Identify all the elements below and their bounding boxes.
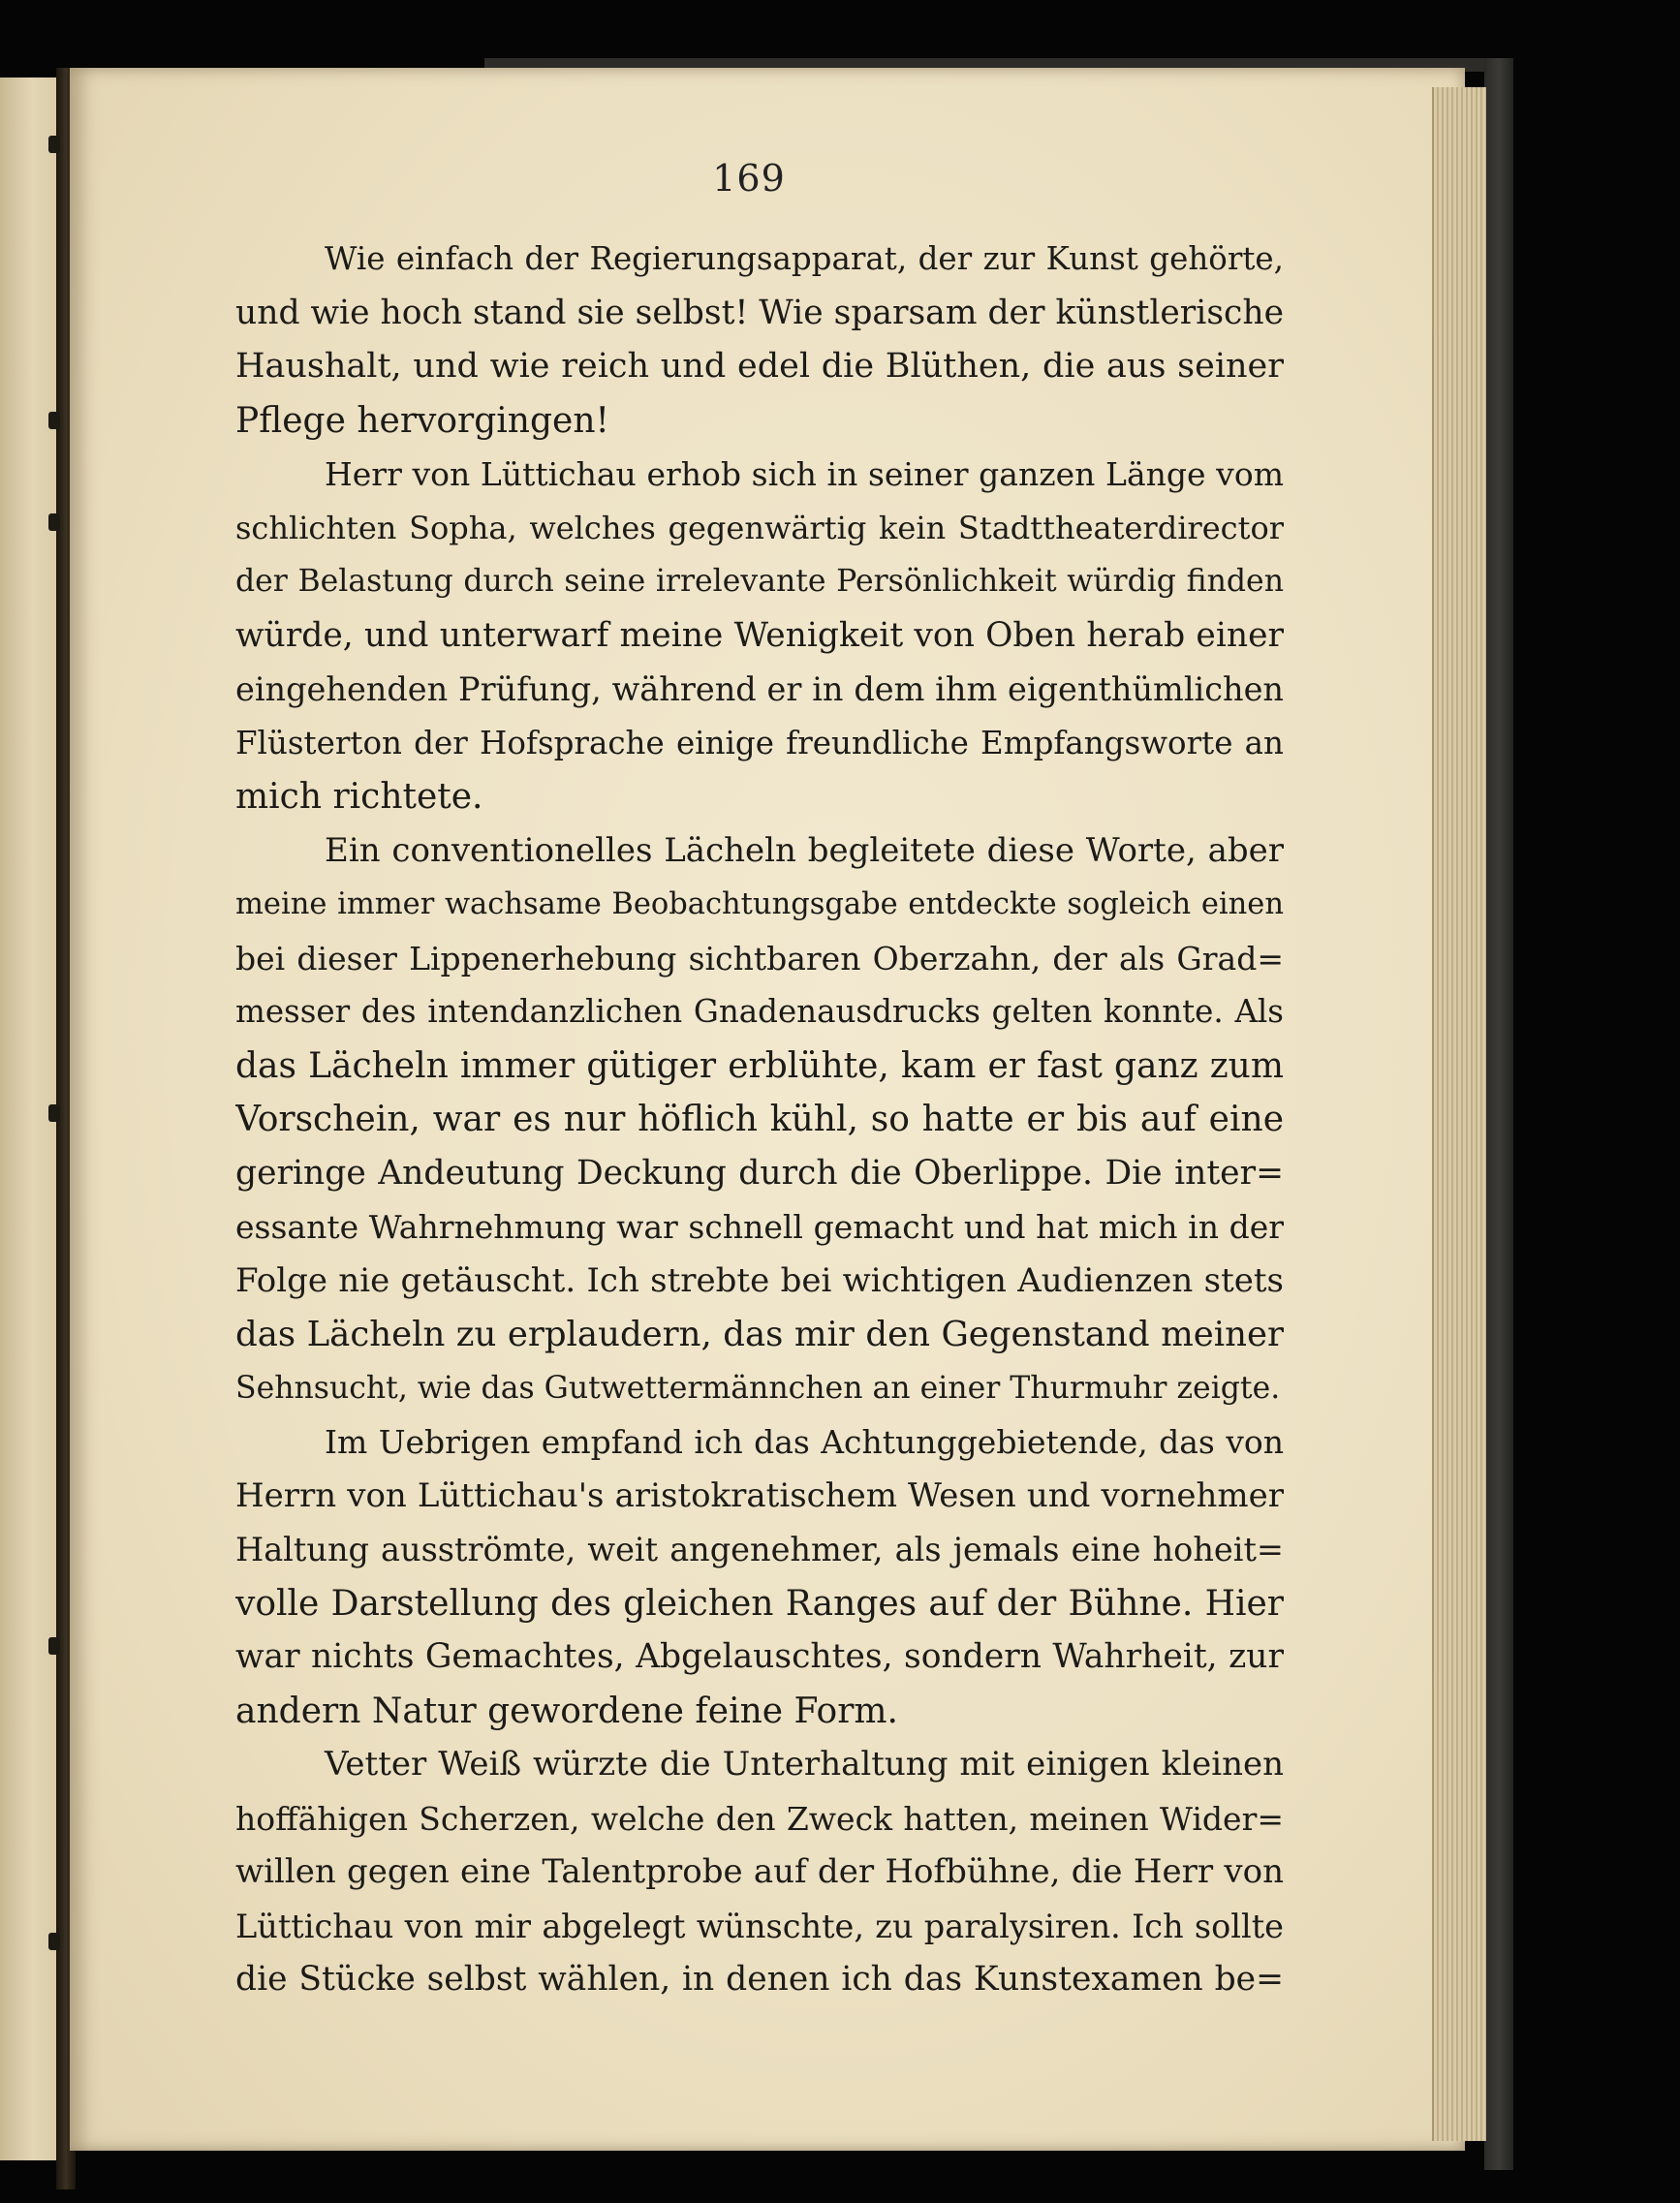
text-line: Pflege hervorgingen! <box>235 400 609 441</box>
text-line: meine immer wachsame Beobachtungsgabe entdeckte sogleich einen <box>235 887 1284 921</box>
binding-mark <box>48 412 60 429</box>
binding-mark <box>48 1637 60 1655</box>
text-line: willen gegen eine Talentprobe auf der Hofbühne, die Herr von <box>235 1852 1284 1891</box>
text-line: schlichten Sopha, welches gegenwärtig kein Stadttheaterdirector <box>235 509 1284 546</box>
body-text <box>235 233 1284 2007</box>
text-line: Flüsterton der Hofsprache einige freundliche Empfangsworte an <box>235 724 1284 761</box>
text-line: das Lächeln immer gütiger erblühte, kam er fast ganz zum <box>235 1045 1284 1086</box>
text-line: eingehenden Prüfung, während er in dem ihm eigenthümlichen <box>235 670 1284 708</box>
text-line: Ein conventionelles Lächeln begleitete diese Worte, aber <box>325 830 1284 870</box>
text-line: Haltung ausströmte, weit angenehmer, als jemals eine hoheit= <box>235 1531 1284 1568</box>
binding-mark <box>48 1933 60 1950</box>
binding-mark <box>48 1104 60 1122</box>
text-line: essante Wahrnehmung war schnell gemacht und hat mich in der <box>235 1208 1284 1246</box>
text-line: mich richtete. <box>235 777 483 817</box>
text-line: das Lächeln zu erplaudern, das mir den Gegenstand meiner <box>235 1315 1284 1354</box>
text-line: würde, und unterwarf meine Wenigkeit von Oben herab einer <box>235 615 1284 655</box>
page-edges <box>1432 87 1486 2141</box>
text-line: Herr von Lüttichau erhob sich in seiner ganzen Länge vom <box>325 455 1284 493</box>
text-line: die Stücke selbst wählen, in denen ich das Kunstexamen be= <box>235 1960 1284 1999</box>
binding-mark <box>48 136 60 153</box>
text-line: Folge nie getäuscht. Ich strebte bei wichtigen Audienzen stets <box>235 1260 1284 1300</box>
binding-mark <box>48 513 60 531</box>
text-line: geringe Andeutung Deckung durch die Oberlippe. Die inter= <box>235 1153 1284 1193</box>
text-line: Sehnsucht, wie das Gutwettermännchen an einer Thurmuhr zeigte. <box>235 1370 1281 1406</box>
text-line: der Belastung durch seine irrelevante Persönlichkeit würdig finden <box>235 564 1284 599</box>
book-cover-right <box>1484 58 1513 2170</box>
text-line: Lüttichau von mir abgelegt wünschte, zu paralysiren. Ich sollte <box>235 1907 1284 1945</box>
text-line: Haushalt, und wie reich und edel die Blüthen, die aus seiner <box>235 347 1284 386</box>
text-line: und wie hoch stand sie selbst! Wie sparsam der künstlerische <box>235 293 1284 332</box>
page-number: 169 <box>712 157 786 200</box>
text-line: Vetter Weiß würzte die Unterhaltung mit einigen kleinen <box>325 1745 1284 1784</box>
text-line: Vorschein, war es nur höflich kühl, so hatte er bis auf eine <box>235 1100 1284 1139</box>
text-line: bei dieser Lippenerhebung sichtbaren Oberzahn, der als Grad= <box>235 939 1284 977</box>
text-line: andern Natur gewordene feine Form. <box>235 1691 898 1731</box>
text-line: messer des intendanzlichen Gnadenausdrucks gelten konnte. Als <box>235 993 1284 1030</box>
text-line: Wie einfach der Regierungsapparat, der zur Kunst gehörte, <box>325 240 1284 277</box>
text-line: Im Uebrigen empfand ich das Achtunggebietende, das von <box>325 1423 1284 1461</box>
text-line: Herrn von Lüttichau's aristokratischem Wesen und vornehmer <box>235 1475 1284 1515</box>
text-line: hoffähigen Scherzen, welche den Zweck hatten, meinen Wider= <box>235 1799 1284 1838</box>
text-line: war nichts Gemachtes, Abgelauschtes, sondern Wahrheit, zur <box>235 1637 1284 1676</box>
text-line: volle Darstellung des gleichen Ranges auf der Bühne. Hier <box>235 1583 1284 1624</box>
